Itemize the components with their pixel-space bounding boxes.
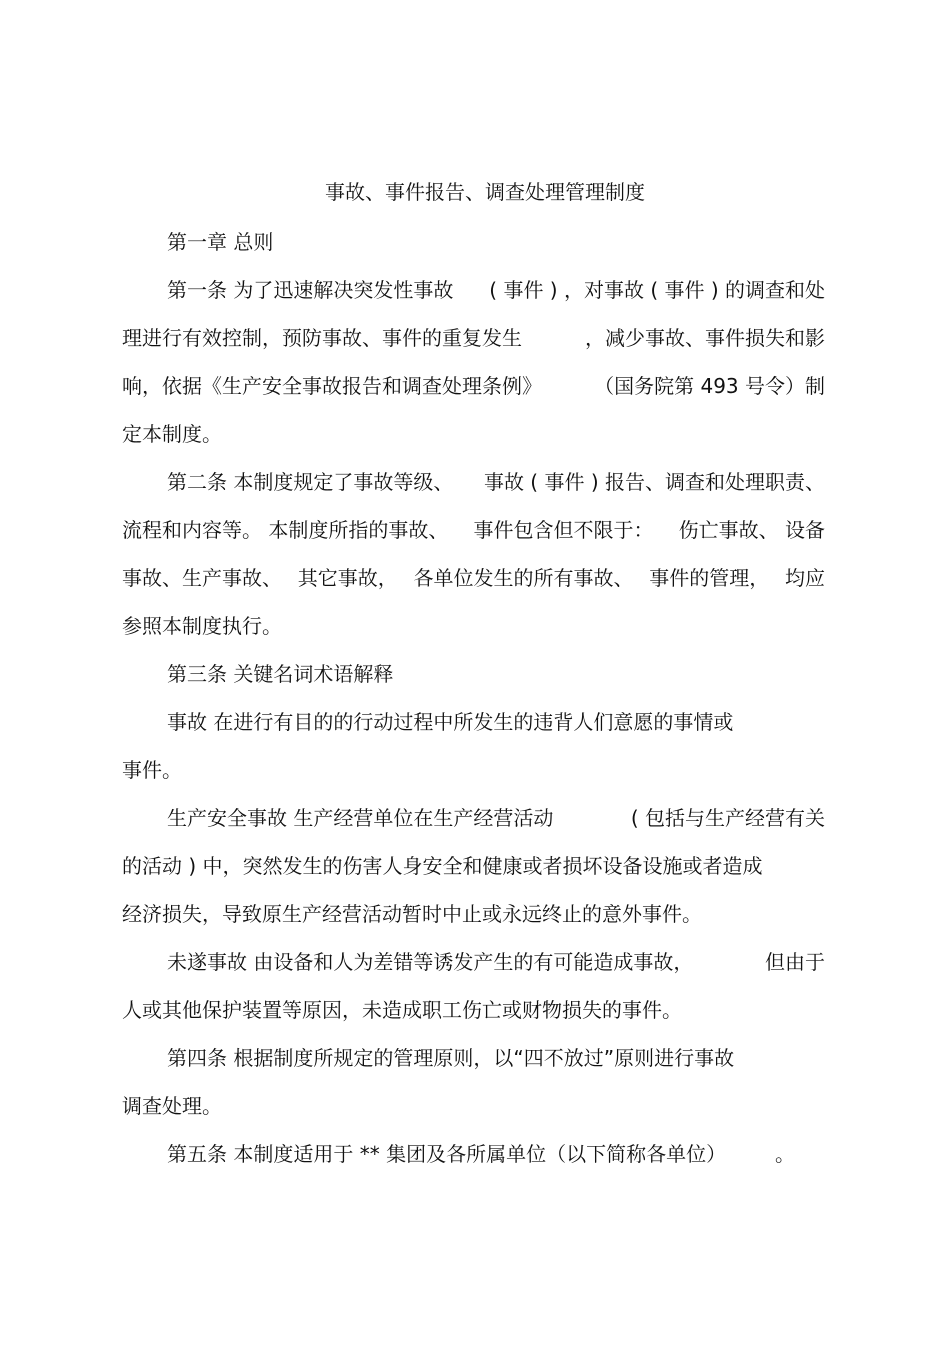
text-segment: 第五条 本制度适用于 ** 集团及各所属单位（以下简称各单位） (167, 1142, 727, 1166)
text-segment: 定本制度。 (122, 422, 222, 446)
text-segment: 人或其他保护装置等原因，未造成职工伤亡或财物损失的事件。 (122, 998, 682, 1022)
text-segment: 经济损失，导致原生产经营活动暂时中止或永远终止的意外事件。 (122, 902, 702, 926)
paragraph-line (167, 804, 825, 832)
text-segment: 均应 (785, 566, 825, 590)
text-segment: ( 事件 ) ，对事故 ( 事件 ) 的调查和处 (489, 278, 825, 302)
text-segment: 伤亡事故、 设备 (678, 518, 825, 542)
text-segment: 各单位发生的所有事故、 (413, 566, 634, 590)
text-segment: 事件包含但不限于： (473, 518, 654, 542)
text-segment: （国务院第 493 号令）制 (594, 374, 825, 398)
text-segment: 未遂事故 由设备和人为差错等诱发产生的有可能造成事故， (167, 950, 694, 974)
text-segment: 事故 在进行有目的的行动过程中所发生的违背人们意愿的事情或 (167, 710, 734, 734)
text-segment: 第四条 根据制度所规定的管理原则，以“四不放过”原则进行事故 (167, 1046, 735, 1070)
text-segment: 流程和内容等。 本制度所指的事故、 (122, 518, 449, 542)
text-segment: ( 包括与生产经营有关 (630, 806, 825, 830)
paragraph-line (122, 900, 702, 928)
chapter-heading: 第一章 总则 (167, 230, 274, 254)
paragraph-line (122, 420, 222, 448)
paragraph-line (122, 1092, 222, 1120)
paragraph-line (167, 468, 825, 496)
text-segment: 但由于 (765, 950, 825, 974)
paragraph-line (122, 516, 825, 544)
paragraph-line (167, 1140, 795, 1168)
paragraph-line (122, 756, 182, 784)
text-segment: 其它事故， (297, 566, 398, 590)
text-segment: 响，依据《生产安全事故报告和调查处理条例》 (122, 374, 542, 398)
text-segment: 事件的管理， (649, 566, 770, 590)
text-segment: ，减少事故、事件损失和影 (585, 326, 825, 350)
text-segment: 调查处理。 (122, 1094, 222, 1118)
paragraph-line (167, 1044, 734, 1072)
document-title: 事故、事件报告、调查处理管理制度 (325, 180, 645, 204)
paragraph-line (122, 564, 825, 592)
text-segment: 理进行有效控制，预防事故、事件的重复发生 (122, 326, 522, 350)
paragraph-line (122, 612, 282, 640)
paragraph-line (122, 324, 825, 352)
text-segment: 。 (775, 1142, 795, 1166)
text-segment: 事件。 (122, 758, 182, 782)
paragraph-line (167, 660, 393, 688)
text-segment: 参照本制度执行。 (122, 614, 282, 638)
text-segment: 第二条 本制度规定了事故等级、 (167, 470, 454, 494)
text-segment: 第三条 关键名词术语解释 (167, 662, 394, 686)
paragraph-line (122, 996, 682, 1024)
text-segment: 事故、生产事故、 (122, 566, 282, 590)
paragraph-line (167, 708, 733, 736)
text-segment: 的活动 ) 中，突然发生的伤害人身安全和健康或者损坏设备设施或者造成 (122, 854, 763, 878)
paragraph-line (122, 852, 763, 880)
paragraph-line (167, 948, 825, 976)
text-segment: 生产安全事故 生产经营单位在生产经营活动 (167, 806, 554, 830)
text-segment: 事故 ( 事件 ) 报告、调查和处理职责、 (483, 470, 825, 494)
text-segment: 第一条 为了迅速解决突发性事故 (167, 278, 454, 302)
paragraph-line (167, 276, 825, 304)
paragraph-line (122, 372, 825, 400)
